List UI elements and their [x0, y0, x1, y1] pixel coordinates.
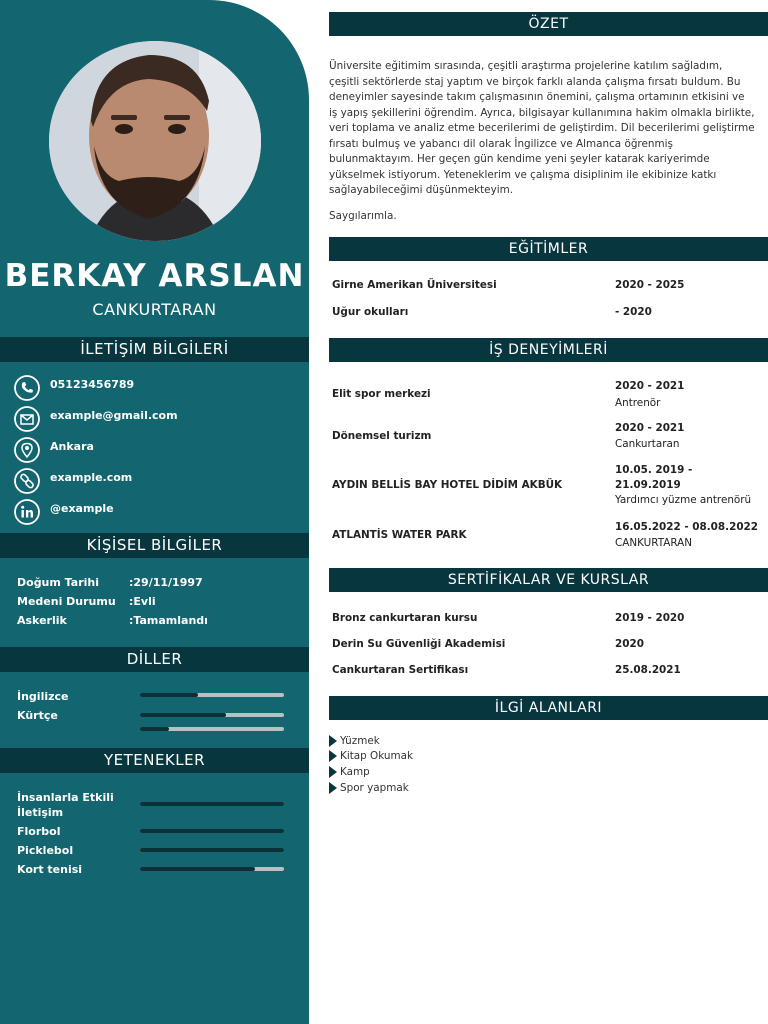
arrow-icon	[329, 750, 337, 762]
location-pin-icon	[14, 437, 40, 463]
contact-linkedin-text: @example	[50, 501, 114, 515]
language-level-bar	[140, 713, 284, 717]
level-fill	[140, 802, 284, 806]
skill-name: Florbol	[17, 825, 61, 838]
certificate-date: 2020	[615, 638, 644, 650]
language-name: İngilizce	[17, 690, 69, 703]
education-heading: EĞİTİMLER	[329, 237, 768, 261]
personal-value: :Tamamlandı	[129, 614, 208, 627]
experience-date: 2020 - 2021	[615, 380, 685, 392]
arrow-icon	[329, 766, 337, 778]
language-level-bar	[140, 727, 284, 731]
certificate-name: Cankurtaran Sertifikası	[332, 664, 469, 676]
skill-name: Picklebol	[17, 844, 74, 857]
personal-key: Doğum Tarihi	[17, 576, 99, 589]
interest-item	[329, 782, 409, 794]
skills-heading: YETENEKLER	[0, 748, 309, 773]
linkedin-icon	[14, 499, 40, 525]
contact-email-text: example@gmail.com	[50, 408, 178, 422]
profile-photo	[49, 41, 261, 241]
arrow-icon	[329, 782, 337, 794]
education-school: Uğur okulları	[332, 306, 409, 318]
candidate-title: CANKURTARAN	[92, 300, 217, 319]
experience-company: AYDIN BELLİS BAY HOTEL DİDİM AKBÜK	[332, 479, 563, 491]
candidate-name: BERKAY ARSLAN	[4, 258, 305, 294]
contact-phone[interactable]	[14, 375, 134, 401]
interests-heading: İLGİ ALANLARI	[329, 696, 768, 720]
level-fill	[140, 693, 198, 697]
experience-date: 2020 - 2021	[615, 422, 685, 434]
skill-level-bar	[140, 802, 284, 806]
level-fill	[140, 727, 169, 731]
interest-label: Spor yapmak	[340, 782, 409, 794]
personal-value: :Evli	[129, 595, 156, 608]
certificate-date: 2019 - 2020	[615, 612, 685, 624]
arrow-icon	[329, 735, 337, 747]
summary-heading: ÖZET	[329, 12, 768, 36]
education-date: 2020 - 2025	[615, 279, 685, 291]
contact-heading: İLETİŞİM BİLGİLERİ	[0, 337, 309, 362]
experience-role: Antrenör	[615, 397, 661, 409]
level-fill	[140, 848, 284, 852]
experience-company: ATLANTİS WATER PARK	[332, 529, 467, 541]
experience-heading: İŞ DENEYİMLERİ	[329, 338, 768, 362]
contact-linkedin[interactable]	[14, 499, 114, 525]
personal-key: Medeni Durumu	[17, 595, 116, 608]
link-icon	[14, 468, 40, 494]
experience-company: Elit spor merkezi	[332, 388, 431, 400]
personal-heading: KİŞİSEL BİLGİLER	[0, 533, 309, 558]
skill-name: Kort tenisi	[17, 863, 83, 876]
personal-key: Askerlik	[17, 614, 67, 627]
sidebar	[0, 0, 309, 1024]
certificate-name: Bronz cankurtaran kursu	[332, 612, 478, 624]
skill-level-bar	[140, 848, 284, 852]
contact-website-text: example.com	[50, 470, 133, 484]
education-school: Girne Amerikan Üniversitesi	[332, 279, 497, 291]
contact-email[interactable]	[14, 406, 178, 432]
interest-label: Kitap Okumak	[340, 750, 414, 762]
education-date: - 2020	[615, 306, 652, 318]
level-fill	[140, 829, 284, 833]
interest-item	[329, 766, 370, 778]
skill-level-bar	[140, 829, 284, 833]
email-icon	[14, 406, 40, 432]
skill-level-bar	[140, 867, 284, 871]
contact-location-text: Ankara	[50, 439, 94, 453]
languages-heading: DİLLER	[0, 647, 309, 672]
summary-closing: Saygılarımla.	[329, 210, 397, 222]
personal-row	[17, 614, 208, 627]
personal-row	[17, 576, 203, 589]
experience-role: CANKURTARAN	[615, 537, 693, 549]
experience-company: Dönemsel turizm	[332, 430, 432, 442]
skill-name: İnsanlarla Etkili İletişim	[17, 791, 114, 819]
level-fill	[140, 713, 226, 717]
interest-label: Yüzmek	[340, 735, 380, 747]
interest-label: Kamp	[340, 766, 370, 778]
personal-row	[17, 595, 156, 608]
certificate-date: 25.08.2021	[615, 664, 681, 676]
contact-phone-text: 05123456789	[50, 377, 135, 391]
contact-location	[14, 437, 94, 463]
contact-website[interactable]	[14, 468, 132, 494]
summary-text: Üniversite eğitimim sırasında, çeşitli araştırma projelerine katılım sağladım, çeşitli sektörlerde staj yaptım ve birçok farklı alanda çalışma fırsatı buldum. Bu deneyimler sayesinde takım çalışmasının önemini, çalışma ortamının etkisini ve iş yapış şekillerini öğrendim. Ayrıca, bilgisayar kullanımına hakim olmakla birlikte, veri toplama ve analiz etme becerilerimi de geliştirdim. Dil becerilerimi geliştirme fırsatı bulmuş ve yabancı dil olarak İngilizce ve Almanca öğrenmiş bulunmaktayım. Her geçen gün kendime yeni şeyler katarak kariyerimde yükselmek istiyorum. Yeteneklerim ve çalışma disiplinim ile ekibinize katkı sağlayabileceğimi düşünmekteyim.	[329, 60, 755, 196]
interest-item	[329, 735, 380, 747]
interest-item	[329, 750, 413, 762]
language-level-bar	[140, 693, 284, 697]
level-fill	[140, 867, 255, 871]
experience-role: Cankurtaran	[615, 438, 680, 450]
experience-role: Yardımcı yüzme antrenörü	[615, 494, 752, 506]
profile-photo-illustration	[49, 41, 261, 241]
language-name: Kürtçe	[17, 709, 58, 722]
experience-date: 10.05. 2019 - 21.09.2019	[615, 464, 693, 491]
certificate-name: Derin Su Güvenliği Akademisi	[332, 638, 506, 650]
personal-value: :29/11/1997	[129, 576, 203, 589]
experience-date: 16.05.2022 - 08.08.2022	[615, 521, 759, 533]
certificates-heading: SERTİFİKALAR VE KURSLAR	[329, 568, 768, 592]
phone-icon	[14, 375, 40, 401]
